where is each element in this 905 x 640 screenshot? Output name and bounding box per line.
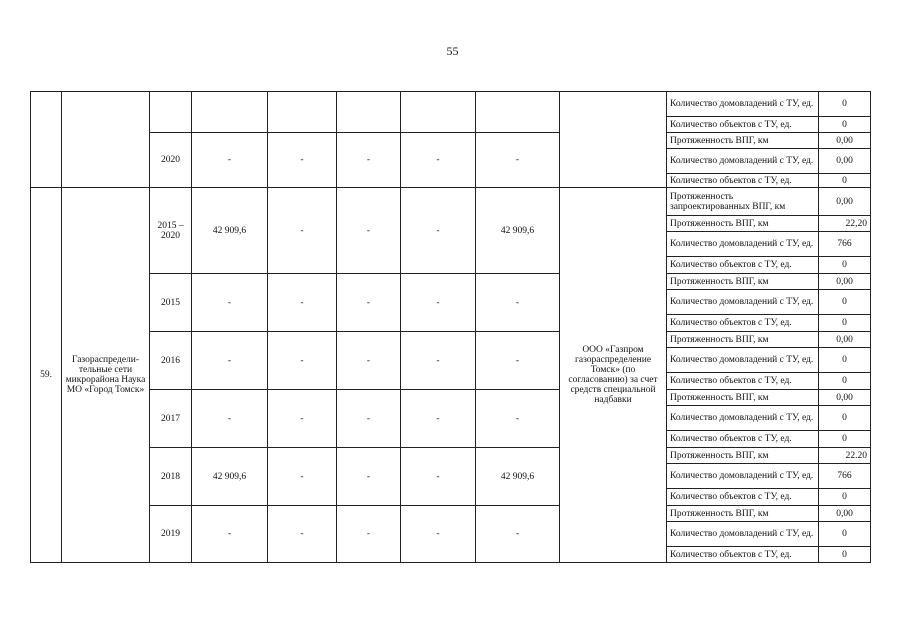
value-cell: 0 (819, 174, 871, 188)
year-cell: 2020 (150, 133, 192, 188)
value-cell: 0 (819, 290, 871, 315)
indicator-cell: Количество домовладений с ТУ, ед. (667, 348, 819, 373)
indicator-cell: Количество объектов с ТУ, ед. (667, 431, 819, 448)
amount-cell: - (337, 390, 401, 448)
year-cell: 2017 (150, 390, 192, 448)
amount-cell: - (337, 188, 401, 274)
indicator-cell: Протяженность ВПГ, км (667, 216, 819, 232)
value-cell: 0,00 (819, 149, 871, 174)
value-cell: 22.20 (819, 448, 871, 464)
value-cell: 0,00 (819, 274, 871, 290)
indicator-cell: Протяженность ВПГ, км (667, 506, 819, 522)
year-cell: 2015 – 2020 (150, 188, 192, 274)
value-cell: 0,00 (819, 332, 871, 348)
amount-cell: - (401, 506, 476, 563)
indicator-cell: Количество домовладений с ТУ, ед. (667, 290, 819, 315)
indicator-cell: Количество домовладений с ТУ, ед. (667, 232, 819, 257)
amount-cell: 42 909,6 (192, 448, 268, 506)
amount-cell: - (192, 274, 268, 332)
indicator-cell: Количество домовладений с ТУ, ед. (667, 406, 819, 431)
amount-cell: - (337, 332, 401, 390)
amount-cell: - (192, 133, 268, 188)
table-row (31, 188, 871, 216)
table-row (31, 274, 871, 290)
value-cell: 0 (819, 373, 871, 390)
amount-cell: - (401, 332, 476, 390)
amount-cell: - (476, 133, 560, 188)
year-cell: 2019 (150, 506, 192, 563)
amount-cell: - (401, 448, 476, 506)
amount-cell: - (192, 332, 268, 390)
table-row (31, 448, 871, 464)
value-cell: 0 (819, 431, 871, 448)
value-cell: 0 (819, 257, 871, 274)
indicator-cell: Количество объектов с ТУ, ед. (667, 257, 819, 274)
amount-cell: - (476, 506, 560, 563)
indicator-cell: Протяженность запроектированных ВПГ, км (667, 188, 819, 216)
value-cell: 0 (819, 117, 871, 133)
indicator-cell: Протяженность ВПГ, км (667, 390, 819, 406)
indicator-cell: Количество объектов с ТУ, ед. (667, 174, 819, 188)
value-cell: 0,00 (819, 133, 871, 149)
page-number: 55 (446, 44, 459, 58)
value-cell: 0 (819, 348, 871, 373)
indicator-cell: Количество объектов с ТУ, ед. (667, 373, 819, 390)
amount-cell: - (337, 133, 401, 188)
amount-cell: - (192, 506, 268, 563)
item-name: Газораспредели-тельные сети микрорайона Наука МО «Город Томск» (62, 188, 150, 563)
amount-cell: - (337, 448, 401, 506)
table-row (31, 332, 871, 348)
amount-cell (476, 92, 560, 133)
indicator-cell: Количество домовладений с ТУ, ед. (667, 522, 819, 547)
amount-cell: - (476, 390, 560, 448)
executor-cell (560, 92, 667, 188)
value-cell: 0,00 (819, 188, 871, 216)
indicator-cell: Количество объектов с ТУ, ед. (667, 547, 819, 563)
amount-cell: 42 909,6 (476, 448, 560, 506)
amount-cell (192, 92, 268, 133)
item-number: 59. (31, 188, 62, 563)
table-row (31, 133, 871, 149)
amount-cell (401, 92, 476, 133)
table-row (31, 92, 871, 117)
number-cell (31, 92, 62, 188)
name-cell (62, 92, 150, 188)
indicator-cell: Протяженность ВПГ, км (667, 332, 819, 348)
value-cell: 22,20 (819, 216, 871, 232)
value-cell: 0 (819, 92, 871, 117)
amount-cell: - (476, 274, 560, 332)
value-cell: 766 (819, 464, 871, 489)
value-cell: 0 (819, 406, 871, 431)
amount-cell: - (268, 274, 337, 332)
amount-cell: - (401, 274, 476, 332)
amount-cell: - (476, 332, 560, 390)
executor-cell: ООО «Газпром газораспределение Томск» (по согласованию) за счет средств специальной надбавки (560, 188, 667, 563)
amount-cell: - (337, 274, 401, 332)
amount-cell: - (401, 188, 476, 274)
value-cell: 0,00 (819, 390, 871, 406)
amount-cell: - (192, 390, 268, 448)
value-cell: 766 (819, 232, 871, 257)
amount-cell: - (268, 390, 337, 448)
amount-cell (337, 92, 401, 133)
program-table (30, 91, 871, 563)
value-cell: 0 (819, 489, 871, 506)
indicator-cell: Количество объектов с ТУ, ед. (667, 117, 819, 133)
amount-cell: - (268, 506, 337, 563)
amount-cell: - (337, 506, 401, 563)
table-row (31, 390, 871, 406)
year-cell: 2018 (150, 448, 192, 506)
indicator-cell: Протяженность ВПГ, км (667, 133, 819, 149)
value-cell: 0 (819, 547, 871, 563)
amount-cell: - (401, 133, 476, 188)
indicator-cell: Количество домовладений с ТУ, ед. (667, 92, 819, 117)
amount-cell (268, 92, 337, 133)
indicator-cell: Протяженность ВПГ, км (667, 274, 819, 290)
value-cell: 0,00 (819, 506, 871, 522)
amount-cell: 42 909,6 (192, 188, 268, 274)
amount-cell: - (401, 390, 476, 448)
amount-cell: - (268, 188, 337, 274)
indicator-cell: Протяженность ВПГ, км (667, 448, 819, 464)
year-cell (150, 92, 192, 133)
year-cell: 2015 (150, 274, 192, 332)
amount-cell: - (268, 133, 337, 188)
year-cell: 2016 (150, 332, 192, 390)
amount-cell: - (268, 448, 337, 506)
indicator-cell: Количество объектов с ТУ, ед. (667, 315, 819, 332)
table-row (31, 506, 871, 522)
indicator-cell: Количество домовладений с ТУ, ед. (667, 464, 819, 489)
indicator-cell: Количество домовладений с ТУ, ед. (667, 149, 819, 174)
amount-cell: 42 909,6 (476, 188, 560, 274)
indicator-cell: Количество объектов с ТУ, ед. (667, 489, 819, 506)
amount-cell: - (268, 332, 337, 390)
value-cell: 0 (819, 315, 871, 332)
value-cell: 0 (819, 522, 871, 547)
